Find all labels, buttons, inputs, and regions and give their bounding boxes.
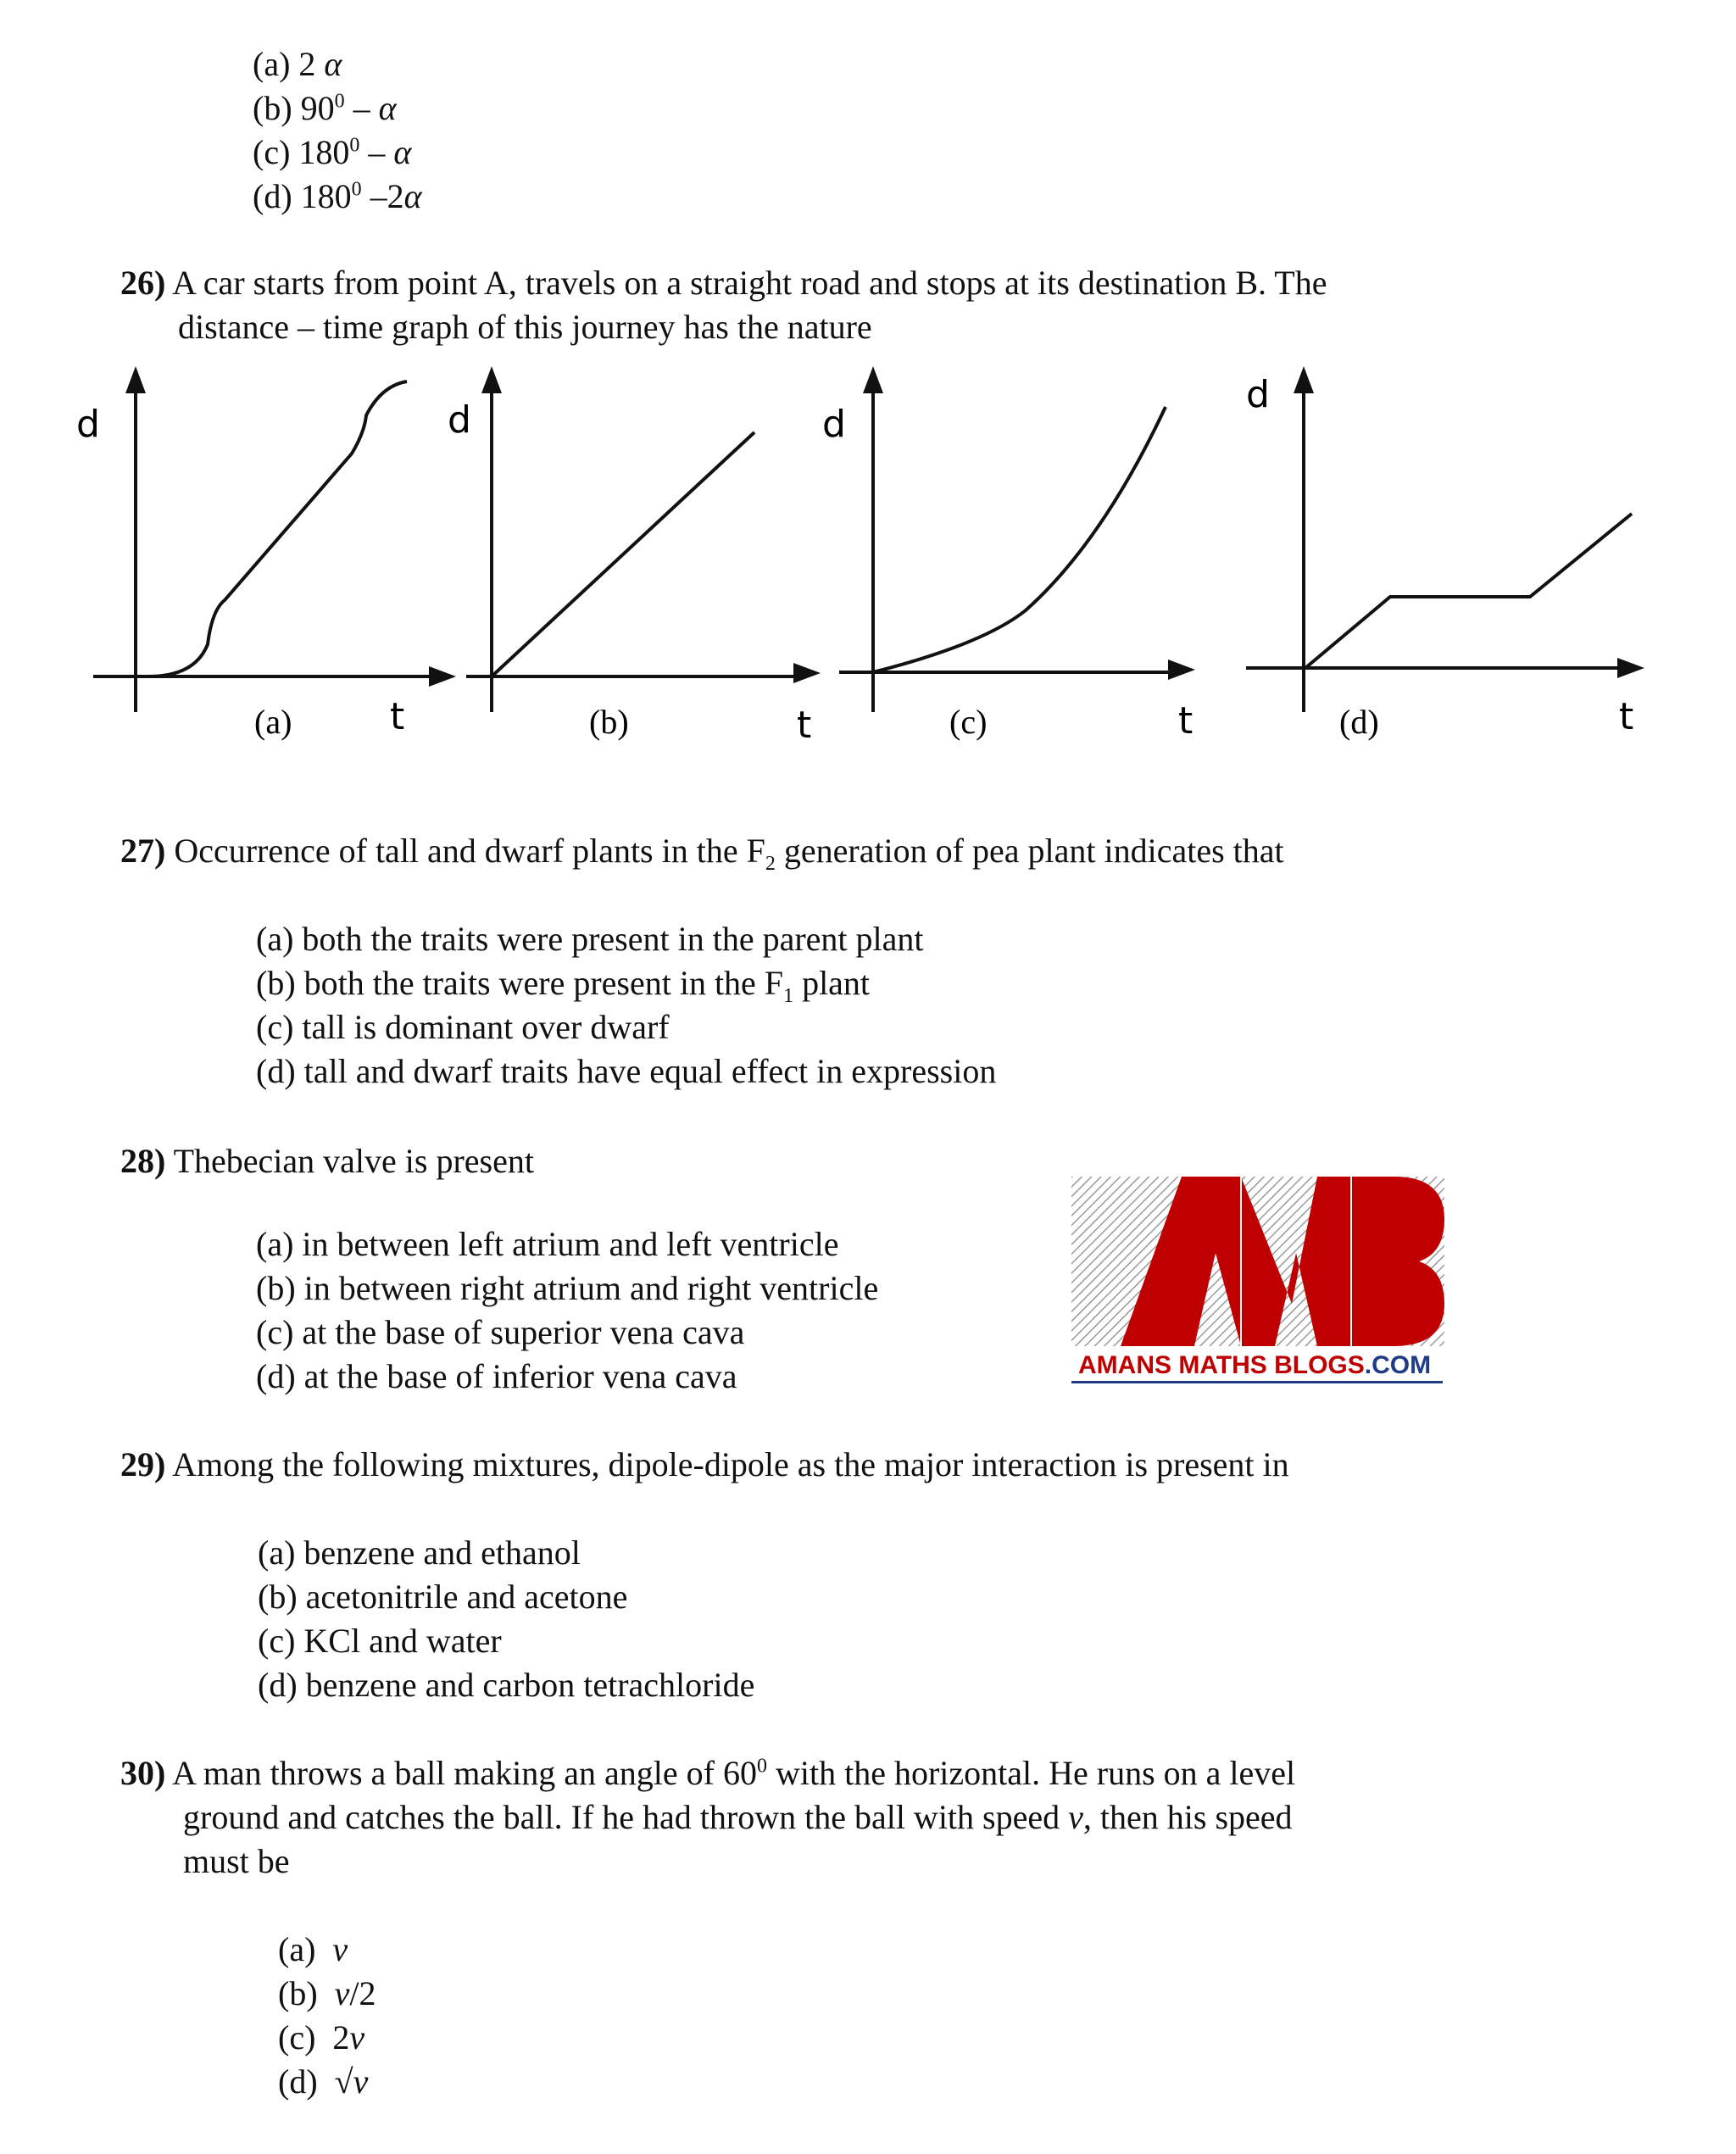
graph-a-y-arrow xyxy=(125,366,146,393)
q28-text: 28) Thebecian valve is present xyxy=(120,1142,534,1180)
q27-number: 27) xyxy=(120,832,166,870)
q30-option-c: (c) 2v xyxy=(278,2018,365,2057)
prev-option-a: (a) 2 α xyxy=(253,45,342,83)
graph-a-y-label: d xyxy=(76,403,100,446)
q26-graph-a xyxy=(68,356,466,754)
q28-option-c: (c) at the base of superior vena cava xyxy=(256,1313,745,1351)
q26-line1: 26) A car starts from point A, travels on a straight road and stops at its destination B. The xyxy=(120,264,1327,302)
q29-option-d: (d) benzene and carbon tetrachloride xyxy=(258,1666,755,1704)
q29-option-c: (c) KCl and water xyxy=(258,1622,502,1660)
graph-d-x-label: t xyxy=(1619,695,1634,738)
q28-option-b: (b) in between right atrium and right ventricle xyxy=(256,1269,879,1307)
q30-line2: ground and catches the ball. If he had thrown the ball with speed v, then his speed xyxy=(183,1798,1293,1836)
prev-option-d: (d) $180^0$ –2α xyxy=(253,177,422,215)
q30-number: 30) xyxy=(120,1754,166,1792)
q29-option-a: (a) benzene and ethanol xyxy=(258,1533,581,1572)
graph-d-line xyxy=(1305,514,1632,668)
graph-c-x-arrow xyxy=(1168,660,1195,680)
q28-option-a: (a) in between left atrium and left ventricle xyxy=(256,1225,839,1263)
graph-c-y-arrow xyxy=(863,366,883,393)
graph-c-curve xyxy=(873,407,1166,672)
graph-b-line xyxy=(492,432,754,676)
logo-caption: AMANS MATHS BLOGS.COM xyxy=(1071,1350,1443,1383)
q26-graph-b xyxy=(441,356,839,754)
q28-option-d: (d) at the base of inferior vena cava xyxy=(256,1357,737,1395)
q29-option-b: (b) acetonitrile and acetone xyxy=(258,1578,628,1616)
q26-graph-c xyxy=(814,356,1221,754)
graph-d-label: (d) xyxy=(1339,703,1379,741)
q30-option-a: (a) v xyxy=(278,1930,348,1968)
q28-number: 28) xyxy=(120,1142,166,1180)
q29-text: 29) Among the following mixtures, dipole-dipole as the major interaction is present in xyxy=(120,1445,1289,1483)
q30-option-b: (b) v/2 xyxy=(278,1974,376,2012)
graph-a-label: (a) xyxy=(254,703,292,741)
q27-text: 27) Occurrence of tall and dwarf plants in the $F_2$ generation of pea plant indicates that xyxy=(120,832,1284,875)
q26-graph-d xyxy=(1229,356,1670,754)
graph-b-label: (b) xyxy=(589,703,629,741)
q30-line3: must be xyxy=(183,1842,290,1880)
graph-b-y-arrow xyxy=(481,366,502,393)
amb-logo-graphic xyxy=(1071,1177,1444,1346)
q30-line1: 30) A man throws a ball making an angle of $60^0$ with the horizontal. He runs on a level xyxy=(120,1754,1296,1792)
q27-option-d: (d) tall and dwarf traits have equal effect in expression xyxy=(256,1052,997,1090)
graph-a-x-label: t xyxy=(390,695,405,738)
q27-option-c: (c) tall is dominant over dwarf xyxy=(256,1008,670,1046)
prev-option-b: (b) $90^0$ – α xyxy=(253,89,397,127)
q27-option-b: (b) both the traits were present in the $F_1$ plant xyxy=(256,964,871,1007)
q29-number: 29) xyxy=(120,1445,166,1483)
amb-logo xyxy=(1071,1177,1444,1383)
graph-b-y-label: d xyxy=(448,398,471,442)
graph-b-x-label: t xyxy=(797,704,812,747)
graph-a-curve xyxy=(148,381,407,676)
q26-number: 26) xyxy=(120,264,166,302)
graph-c-x-label: t xyxy=(1178,699,1194,743)
q26-line2: distance – time graph of this journey has the nature xyxy=(178,308,872,346)
q30-option-d: (d) √v xyxy=(278,2062,369,2101)
q27-option-a: (a) both the traits were present in the parent plant xyxy=(256,920,924,958)
graph-c-label: (c) xyxy=(949,703,988,741)
graph-c-y-label: d xyxy=(822,403,846,446)
graph-d-y-label: d xyxy=(1246,373,1270,416)
graph-d-y-arrow xyxy=(1294,366,1314,393)
graph-d-x-arrow xyxy=(1617,658,1644,678)
prev-option-c: (c) $180^0$ – α xyxy=(253,133,412,171)
